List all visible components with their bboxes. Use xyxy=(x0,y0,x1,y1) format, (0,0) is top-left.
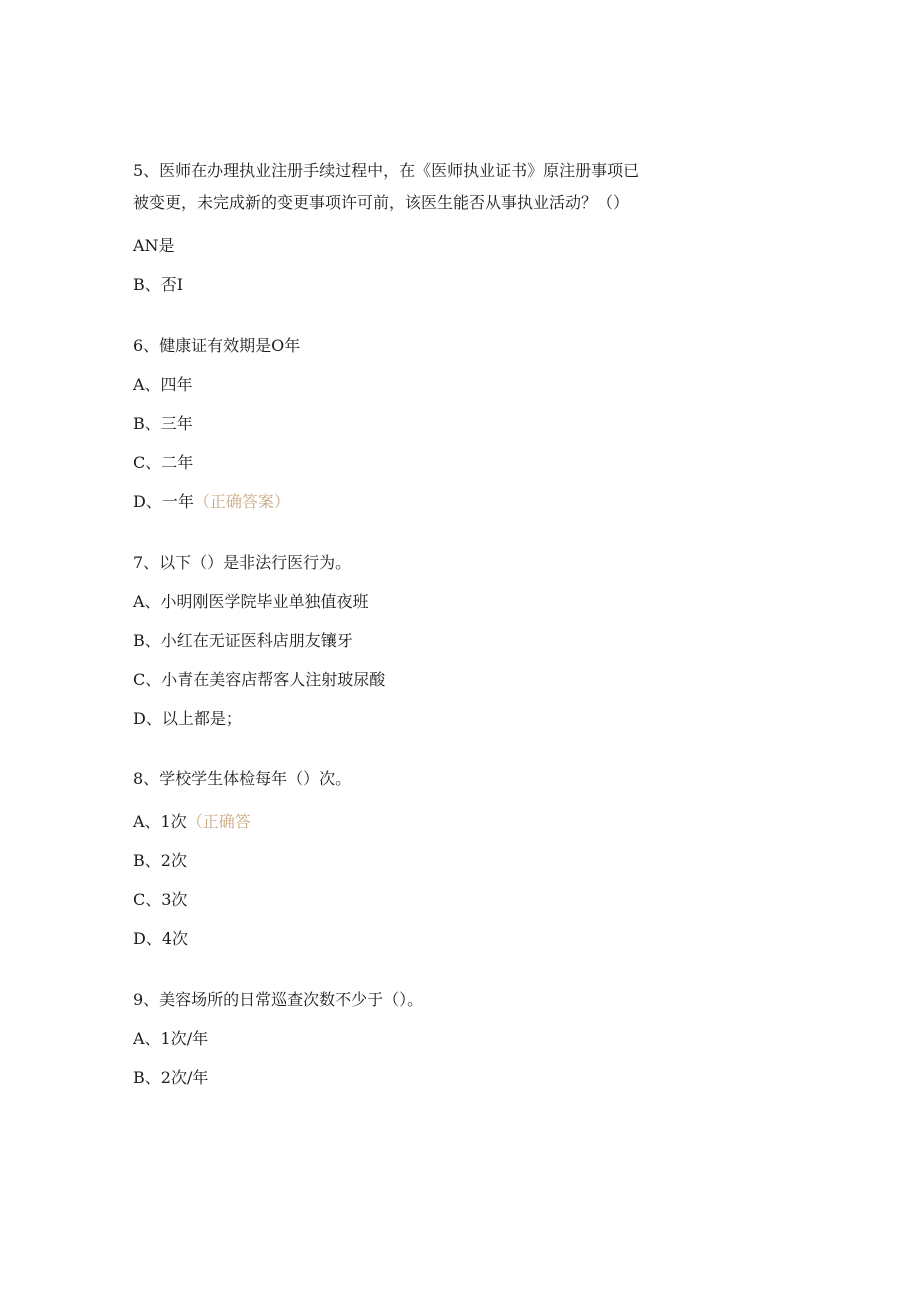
q5-option-b xyxy=(133,275,183,295)
q6-option-d xyxy=(133,492,290,512)
q8-option-b xyxy=(133,851,187,871)
question-6-line-1: 6、健康证有效期是O年 xyxy=(133,336,301,355)
question-8-line-1: 8、学校学生体检每年（）次。 xyxy=(133,769,352,788)
option-text: D、一年 xyxy=(133,492,194,511)
option-text: B、小红在无证医科店朋友镶牙 xyxy=(133,631,353,650)
q7-option-a xyxy=(133,592,369,612)
option-text: C、二年 xyxy=(133,453,194,472)
q6-option-b xyxy=(133,414,193,434)
q8-option-a xyxy=(133,812,251,832)
option-text: A、小明刚医学院毕业单独值夜班 xyxy=(133,592,369,611)
option-text: B、2次/年 xyxy=(133,1068,209,1087)
option-text: A、1次 xyxy=(133,812,187,831)
option-text: C、小青在美容店帮客人注射玻尿酸 xyxy=(133,670,386,689)
q9-option-b xyxy=(133,1068,208,1088)
option-text: C、3次 xyxy=(133,890,188,909)
q6-option-c xyxy=(133,453,193,473)
correct-answer-mark: （正确答案） xyxy=(193,492,290,511)
q8-option-d xyxy=(133,929,188,949)
option-text: AN是 xyxy=(133,236,175,255)
question-7-line-1: 7、以下（）是非法行医行为。 xyxy=(133,553,352,572)
q5-option-a xyxy=(133,236,175,256)
question-9-line-1: 9、美容场所的日常巡查次数不少于（）。 xyxy=(133,990,424,1009)
option-text: B、否I xyxy=(133,275,184,294)
q6-option-a xyxy=(133,375,193,395)
question-5-line-2: 被变更，未完成新的变更事项许可前，该医生能否从事执业活动？（） xyxy=(133,193,630,212)
q9-option-a xyxy=(133,1029,208,1049)
q7-option-c xyxy=(133,670,385,690)
option-text: B、三年 xyxy=(133,414,193,433)
q8-option-c xyxy=(133,890,187,910)
correct-answer-mark: （正确答 xyxy=(186,812,251,831)
option-text: D、以上都是； xyxy=(133,709,242,728)
question-5-line-1: 5、医师在办理执业注册手续过程中，在《医师执业证书》原注册事项已 xyxy=(133,161,640,180)
option-text: A、1次/年 xyxy=(133,1029,209,1048)
q7-option-d xyxy=(133,709,242,729)
q7-option-b xyxy=(133,631,353,651)
option-text: A、四年 xyxy=(133,375,193,394)
option-text: B、2次 xyxy=(133,851,187,870)
option-text: D、4次 xyxy=(133,929,189,948)
